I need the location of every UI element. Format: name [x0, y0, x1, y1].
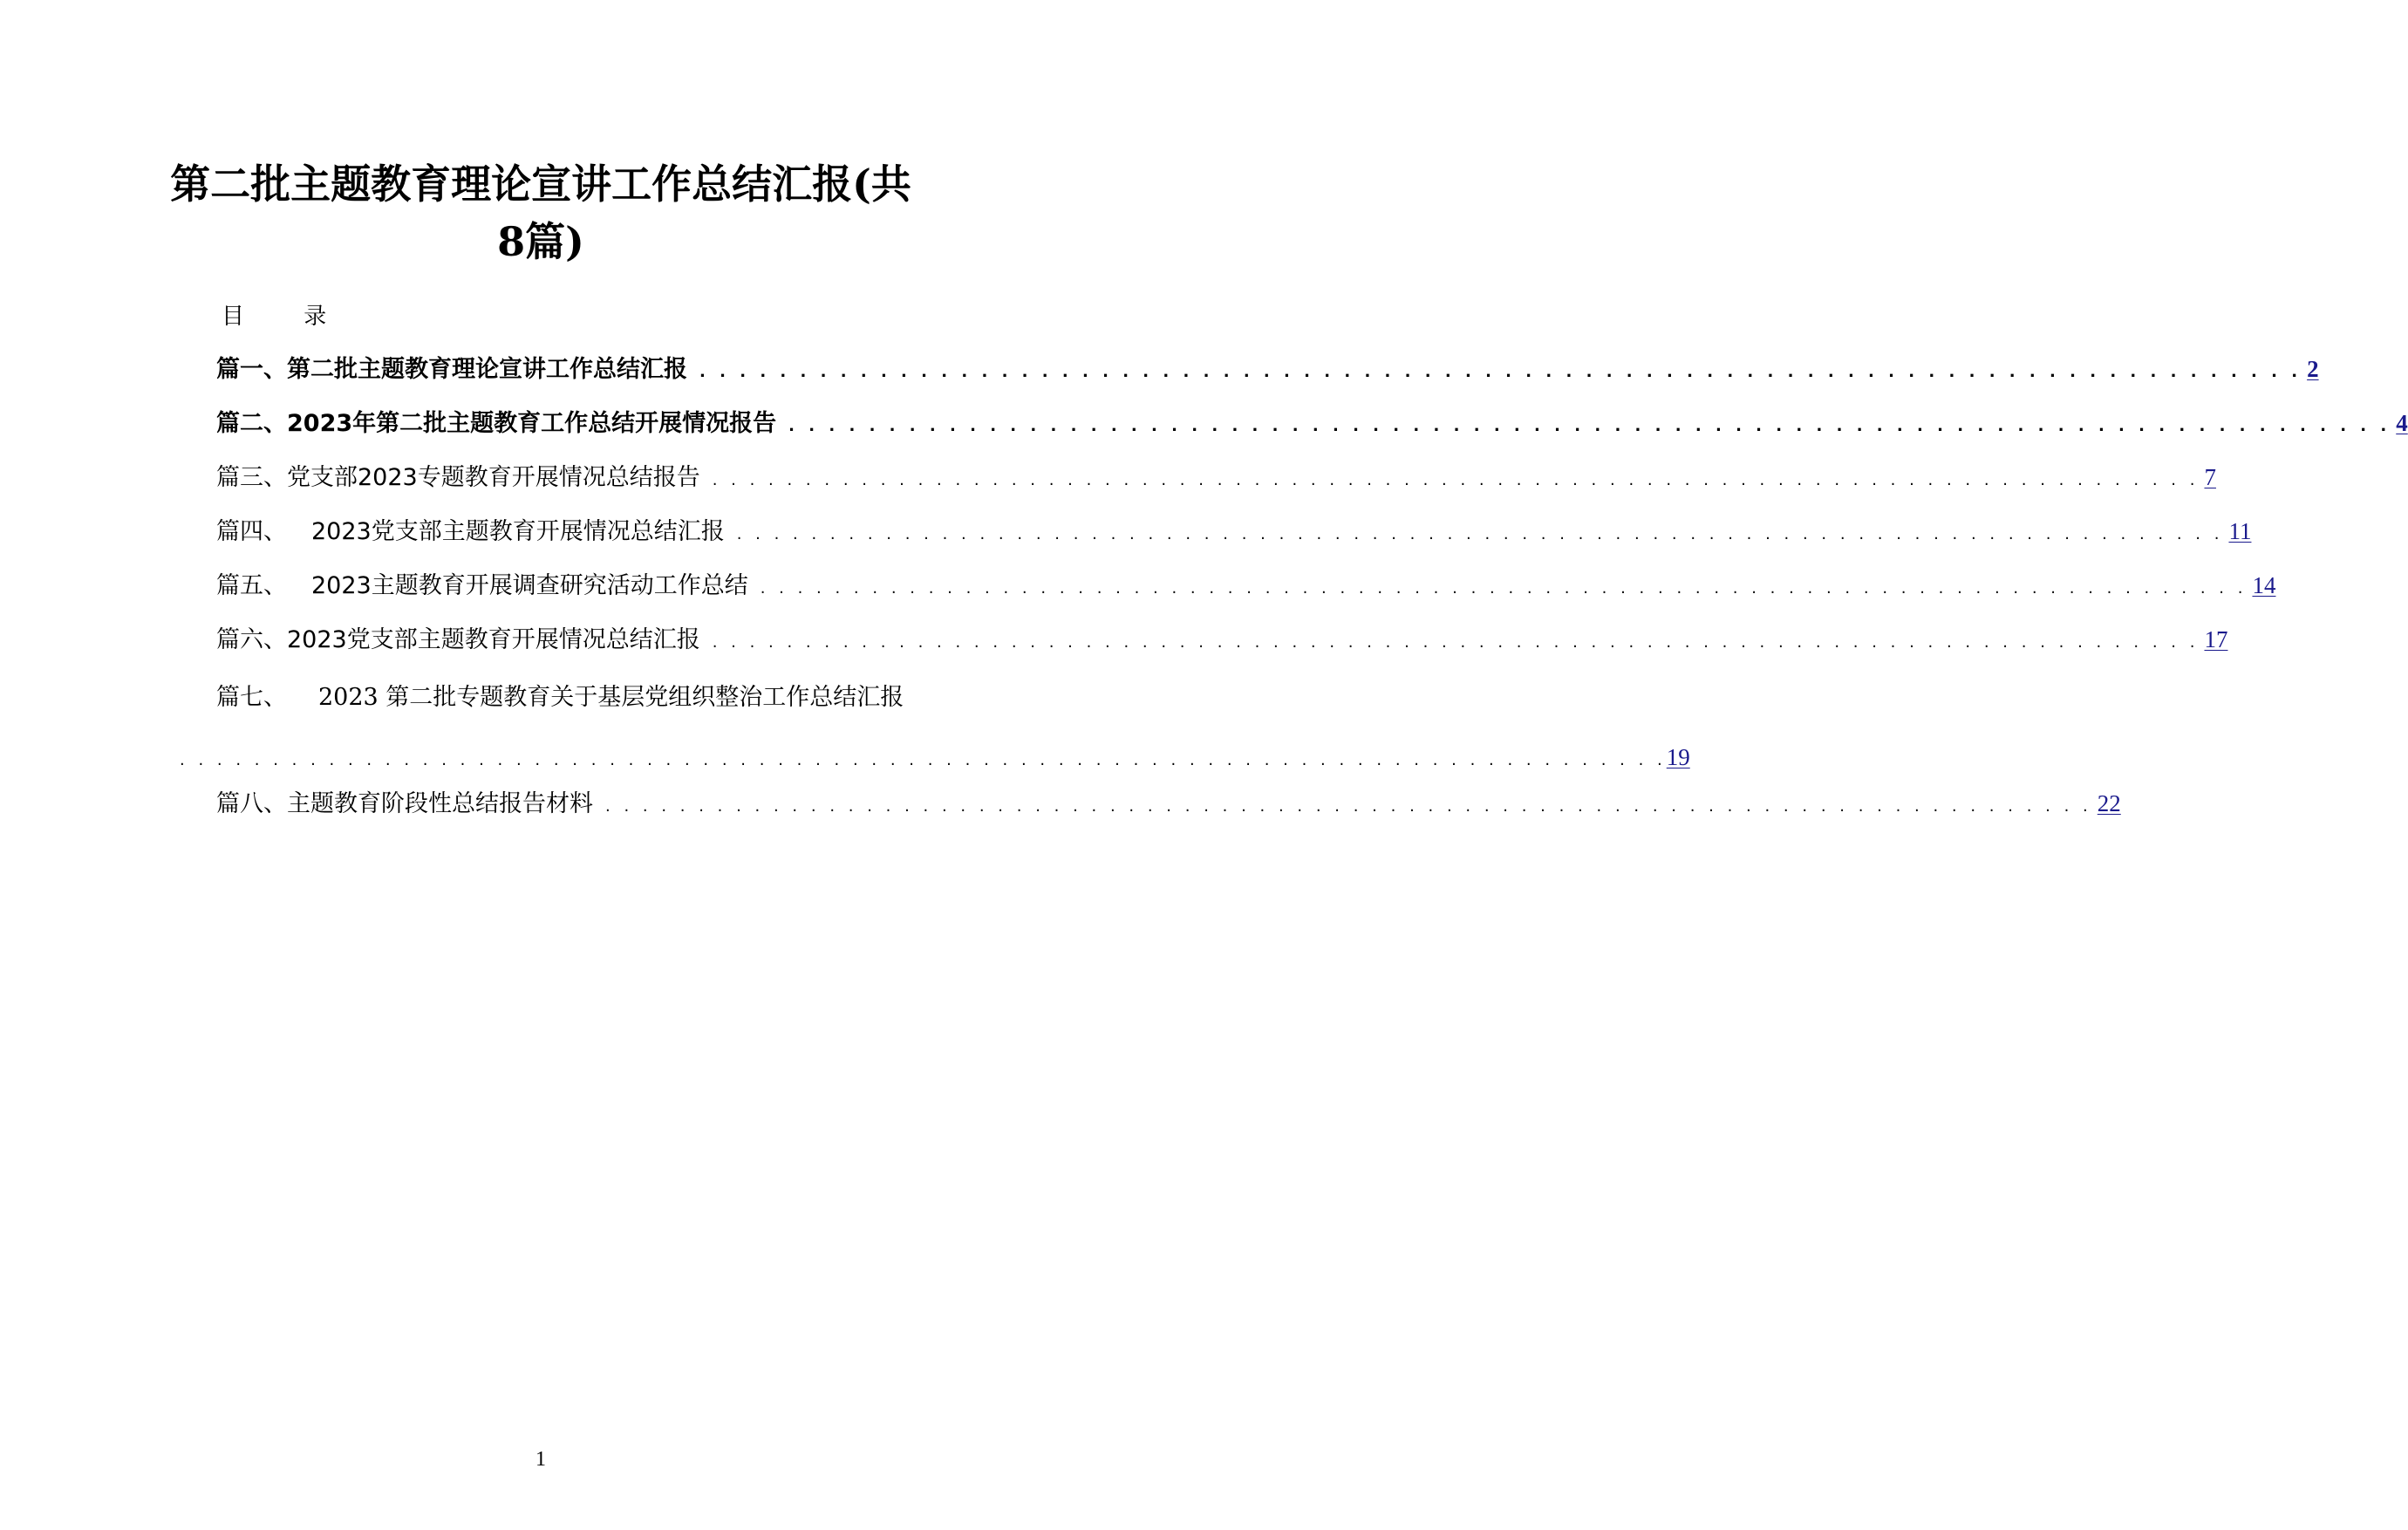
toc-entry-4[interactable] [216, 514, 2252, 549]
dot-leader: . . . . . . . . . . . . . . . . . . . . . . . . . . . . . . . . . . . . . . . . . . . . . . . . . . . . . . . . . . . . . . . . . . . . . . . . . . . . . . . . [712, 633, 2200, 652]
toc-entry-label: 篇五、 2023主题教育开展调查研究活动工作总结 [216, 572, 748, 599]
toc-page-link[interactable]: 4 [2396, 410, 2408, 436]
toc-page-link[interactable]: 14 [2252, 572, 2276, 598]
toc-entry-label: 篇三、党支部2023专题教育开展情况总结报告 [216, 464, 700, 491]
document-title [131, 155, 951, 270]
dot-leader: . . . . . . . . . . . . . . . . . . . . . . . . . . . . . . . . . . . . . . . . . . . . . . . . . . . . . . . . . . . . . . . . . . . . . . . . . . . . . . . . [736, 525, 2224, 543]
toc-page-link[interactable]: 22 [2097, 790, 2121, 816]
toc-page-link[interactable]: 17 [2204, 626, 2228, 652]
toc-entry-7-leader[interactable] [180, 740, 1690, 775]
dot-leader: . . . . . . . . . . . . . . . . . . . . . . . . . . . . . . . . . . . . . . . . . . . . . . . . . . . . . . . . . . . . . . . . . . . . . . . . . . . . . . . . [760, 579, 2248, 598]
toc-entry-label: 2023 第二批专题教育关于基层党组织整治工作总结汇报 [318, 684, 904, 711]
dot-leader: . . . . . . . . . . . . . . . . . . . . . . . . . . . . . . . . . . . . . . . . . . . . . . . . . . . . . . . . . . . . . . . . . . . . . . . . . . . . . . . . [605, 797, 2092, 816]
toc-entry-label: 篇六、2023党支部主题教育开展情况总结汇报 [216, 626, 700, 653]
title-line-1: 第二批主题教育理论宣讲工作总结汇报(共 [170, 161, 911, 208]
dot-leader: . . . . . . . . . . . . . . . . . . . . . . . . . . . . . . . . . . . . . . . . . . . . . . . . . . . . . . . . . . . . . . . . . . . . . . . . . . . . . . . . [788, 417, 2391, 435]
page-number: 1 [535, 1448, 546, 1471]
title-line-2: 8篇) [497, 218, 584, 265]
toc-entry-label: 篇一、第二批主题教育理论宣讲工作总结汇报 [216, 356, 687, 383]
dot-leader: . . . . . . . . . . . . . . . . . . . . . . . . . . . . . . . . . . . . . . . . . . . . . . . . . . . . . . . . . . . . . . . . . . . . . . . . . . . . . . . . [699, 363, 2302, 381]
toc-entry-2[interactable] [216, 406, 2408, 441]
toc-entry-5[interactable] [216, 568, 2276, 603]
dot-leader: . . . . . . . . . . . . . . . . . . . . . . . . . . . . . . . . . . . . . . . . . . . . . . . . . . . . . . . . . . . . . . . . . . . . . . . . . . . . . . . . [712, 471, 2200, 489]
toc-entry-8[interactable] [216, 786, 2121, 821]
toc-entry-6[interactable] [216, 622, 2228, 657]
toc-heading: 目 录 [222, 304, 353, 330]
dot-leader: . . . . . . . . . . . . . . . . . . . . . . . . . . . . . . . . . . . . . . . . . . . . . . . . . . . . . . . . . . . . . . . . . . . . . . . . . . . . . . . . [180, 751, 1667, 769]
toc-page-link[interactable]: 11 [2228, 518, 2252, 544]
toc-page-link[interactable]: 2 [2307, 356, 2319, 382]
toc-page-link[interactable]: 7 [2204, 464, 2216, 490]
toc-page-link[interactable]: 19 [1666, 744, 1690, 770]
toc-entry-3[interactable] [216, 460, 2216, 495]
toc-entry-prefix: 篇七、 [216, 684, 287, 711]
toc-entry-1[interactable] [216, 352, 2319, 386]
toc-entry-label: 篇八、主题教育阶段性总结报告材料 [216, 790, 593, 817]
toc-entry-7[interactable] [216, 680, 914, 715]
toc-entry-label: 篇四、 2023党支部主题教育开展情况总结汇报 [216, 518, 725, 545]
toc-entry-label: 篇二、2023年第二批主题教育工作总结开展情况报告 [216, 410, 777, 437]
